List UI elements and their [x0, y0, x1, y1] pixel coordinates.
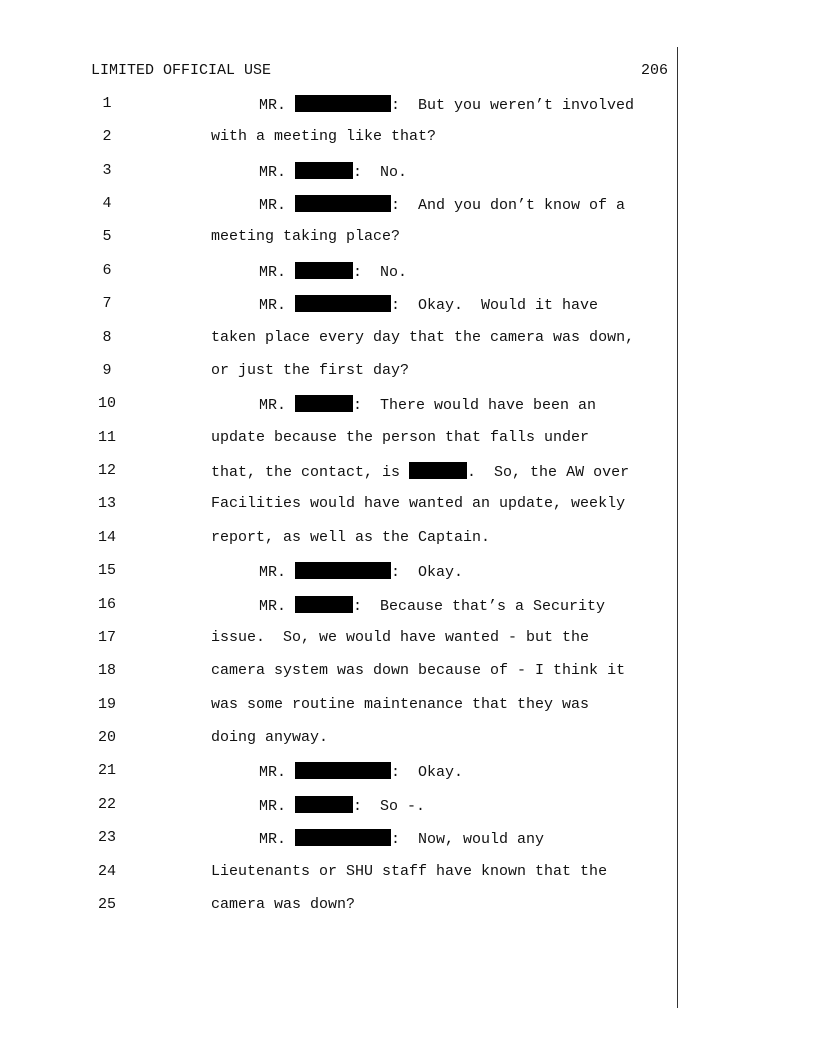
transcript-line — [0, 495, 816, 515]
transcript-line — [0, 362, 816, 382]
line-number: 19 — [97, 695, 116, 713]
line-text-segment: MR. — [259, 797, 296, 815]
line-number: 8 — [102, 328, 112, 346]
transcript-line — [0, 596, 816, 616]
line-text — [259, 829, 544, 848]
line-text-segment: : Now, would any — [391, 831, 545, 849]
classification-marking: LIMITED OFFICIAL USE — [91, 62, 272, 79]
transcript-line — [0, 228, 816, 248]
redaction-box — [409, 462, 467, 479]
line-text-segment: MR. — [259, 564, 296, 582]
line-text-segment: : So -. — [353, 797, 426, 815]
transcript-line — [0, 162, 816, 182]
line-text — [259, 195, 625, 214]
line-number: 4 — [102, 195, 112, 213]
line-text-segment: Lieutenants or SHU staff have known that the — [211, 862, 608, 880]
line-text — [259, 562, 463, 581]
line-number: 13 — [97, 495, 116, 513]
line-text — [211, 729, 328, 746]
line-text-segment: : But you weren’t involved — [391, 97, 635, 114]
redaction-box — [295, 762, 391, 779]
line-text — [211, 662, 625, 679]
line-text — [259, 796, 425, 815]
transcript-line — [0, 529, 816, 549]
line-text-segment: : And you don’t know of a — [391, 197, 626, 215]
line-text-segment: MR. — [259, 297, 296, 315]
line-text-segment: MR. — [259, 597, 296, 615]
line-text-segment: update because the person that falls under — [211, 428, 590, 446]
line-number: 5 — [102, 228, 112, 246]
line-text — [211, 629, 589, 646]
transcript-line — [0, 95, 816, 115]
page-header — [91, 62, 668, 80]
redaction-box — [295, 596, 353, 613]
redaction-box — [295, 195, 391, 212]
transcript-line — [0, 429, 816, 449]
line-text-segment: : No. — [353, 263, 408, 281]
line-text-segment: taken place every day that the camera was down, — [211, 328, 635, 346]
transcript-line — [0, 629, 816, 649]
line-number: 3 — [102, 161, 112, 179]
line-text — [211, 696, 589, 713]
transcript-line — [0, 395, 816, 415]
line-text-segment: . So, the AW over — [467, 464, 630, 482]
line-text-segment: : There would have been an — [353, 397, 597, 415]
line-text — [259, 596, 605, 615]
redaction-box — [295, 162, 353, 179]
line-text-segment: meeting taking place? — [211, 228, 401, 246]
line-number: 12 — [97, 462, 116, 480]
transcript-line — [0, 762, 816, 782]
line-text-segment: was some routine maintenance that they was — [211, 695, 590, 713]
transcript-line — [0, 195, 816, 215]
line-number: 14 — [97, 528, 116, 546]
line-text-segment: : Okay. Would it have — [391, 297, 599, 315]
line-text-segment: report, as well as the Captain. — [211, 528, 491, 546]
line-text — [211, 863, 607, 880]
transcript-line — [0, 562, 816, 582]
line-text — [259, 262, 407, 281]
redaction-box — [295, 262, 353, 279]
line-number: 6 — [102, 261, 112, 279]
line-number: 21 — [97, 762, 116, 780]
line-text — [259, 95, 634, 114]
transcript-line — [0, 696, 816, 716]
line-text-segment: issue. So, we would have wanted - but the — [211, 628, 590, 646]
line-text — [211, 896, 355, 913]
transcript-line — [0, 462, 816, 482]
line-number: 9 — [102, 361, 112, 379]
line-text — [211, 362, 409, 379]
line-number: 15 — [97, 562, 116, 580]
line-text-segment: camera system was down because of - I think it — [211, 662, 626, 680]
transcript-line — [0, 262, 816, 282]
transcript-line — [0, 295, 816, 315]
line-text-segment: : Okay. — [391, 764, 464, 782]
line-number: 11 — [97, 428, 116, 446]
line-text-segment: : Okay. — [391, 564, 464, 582]
transcript-line — [0, 896, 816, 916]
line-number: 20 — [97, 729, 116, 747]
transcript-line — [0, 329, 816, 349]
line-number: 18 — [97, 662, 116, 680]
line-text-segment: or just the first day? — [211, 361, 410, 379]
line-text-segment: MR. — [259, 97, 296, 114]
line-text — [259, 295, 598, 314]
line-number: 1 — [102, 95, 112, 112]
line-text — [211, 495, 625, 512]
line-text-segment: MR. — [259, 397, 296, 415]
transcript-line — [0, 128, 816, 148]
transcript-line — [0, 863, 816, 883]
transcript-line — [0, 829, 816, 849]
line-text — [211, 329, 634, 346]
line-text-segment: that, the contact, is — [211, 464, 410, 482]
line-text-segment: doing anyway. — [211, 729, 329, 747]
line-text — [259, 762, 463, 781]
line-number: 2 — [102, 128, 112, 146]
redaction-box — [295, 829, 391, 846]
redaction-box — [295, 395, 353, 412]
line-text — [211, 462, 629, 481]
line-text-segment: MR. — [259, 263, 296, 281]
page-number: 206 — [640, 62, 668, 79]
line-text-segment: MR. — [259, 163, 296, 181]
line-text — [211, 429, 589, 446]
line-number: 22 — [97, 795, 116, 813]
line-text — [211, 228, 400, 245]
line-text-segment: : Because that’s a Security — [353, 597, 606, 615]
transcript-line — [0, 796, 816, 816]
line-text-segment: MR. — [259, 764, 296, 782]
line-number: 17 — [97, 628, 116, 646]
transcript-line — [0, 729, 816, 749]
line-text-segment: : No. — [353, 163, 408, 181]
line-text-segment: MR. — [259, 197, 296, 215]
line-text-segment: MR. — [259, 831, 296, 849]
line-text — [259, 162, 407, 181]
line-number: 25 — [97, 895, 116, 913]
redaction-box — [295, 95, 391, 112]
line-number: 24 — [97, 862, 116, 880]
redaction-box — [295, 295, 391, 312]
line-number: 10 — [97, 395, 116, 413]
line-text — [259, 395, 596, 414]
line-text — [211, 128, 436, 145]
line-number: 23 — [97, 829, 116, 847]
line-text — [211, 529, 490, 546]
line-text-segment: camera was down? — [211, 895, 356, 913]
redaction-box — [295, 562, 391, 579]
redaction-box — [295, 796, 353, 813]
line-text-segment: Facilities would have wanted an update, weekly — [211, 495, 626, 513]
line-number: 16 — [97, 595, 116, 613]
line-text-segment: with a meeting like that? — [211, 128, 437, 146]
line-number: 7 — [102, 295, 112, 313]
transcript-line — [0, 662, 816, 682]
